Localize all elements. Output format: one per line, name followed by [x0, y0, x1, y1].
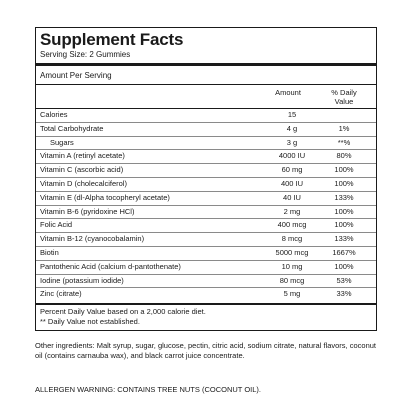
- nutrient-name: Sugars: [50, 137, 74, 147]
- table-row: [36, 247, 376, 261]
- table-row: [36, 192, 376, 206]
- nutrient-amount: 8 mcg: [281, 234, 303, 244]
- nutrient-daily-value: 100%: [334, 220, 354, 230]
- serving-size: Serving Size: 2 Gummies: [40, 50, 131, 59]
- nutrient-amount: 10 mg: [281, 261, 303, 271]
- nutrient-daily-value: 133%: [334, 234, 354, 244]
- thick-divider: [36, 63, 376, 66]
- nutrient-amount: 5000 mcg: [275, 248, 309, 257]
- thick-divider: [36, 303, 376, 305]
- amount-per-serving-label: Amount Per Serving: [40, 71, 112, 80]
- nutrient-daily-value: **%: [337, 137, 351, 147]
- nutrient-amount: 4000 IU: [278, 151, 306, 161]
- nutrient-name: Zinc (citrate): [40, 289, 82, 299]
- other-ingredients: Other ingredients: Malt syrup, sugar, glucose, pectin, citric acid, sodium citrate, natural flavors, coconut oil (contains carnauba wax), and black carrot juice concentrate.: [35, 341, 376, 360]
- table-row: [36, 206, 376, 220]
- panel-title: Supplement Facts: [40, 30, 184, 49]
- nutrient-amount: 60 mg: [281, 165, 303, 175]
- nutrient-daily-value: 100%: [334, 206, 354, 216]
- table-row: [36, 137, 376, 151]
- nutrient-name: Vitamin D (cholecalciferol): [40, 179, 127, 188]
- nutrient-name: Vitamin E (dl-Alpha tocopheryl acetate): [40, 192, 170, 202]
- nutrient-daily-value: 100%: [334, 179, 354, 188]
- table-row: [36, 233, 376, 247]
- nutrient-amount: 5 mg: [283, 289, 301, 299]
- nutrient-daily-value: 53%: [336, 275, 352, 285]
- nutrient-name: Biotin: [40, 248, 59, 257]
- nutrient-daily-value: 33%: [336, 289, 352, 299]
- nutrient-amount: 40 IU: [283, 192, 301, 202]
- nutrient-name: Vitamin C (ascorbic acid): [40, 165, 124, 175]
- table-row: [36, 123, 376, 137]
- nutrient-name: Total Carbohydrate: [40, 123, 104, 133]
- nutrient-name: Iodine (potassium iodide): [40, 275, 124, 285]
- nutrient-daily-value: 100%: [334, 165, 354, 175]
- daily-value-header-line2: Value: [334, 97, 354, 106]
- nutrient-amount: 3 g: [286, 137, 298, 147]
- nutrient-daily-value: 100%: [334, 261, 354, 271]
- nutrient-amount: 80 mcg: [279, 275, 305, 285]
- table-row: [36, 219, 376, 233]
- nutrient-amount: 4 g: [286, 123, 298, 133]
- nutrient-name: Vitamin A (retinyl acetate): [40, 151, 125, 161]
- nutrient-name: Calories: [40, 110, 68, 119]
- table-row: [36, 178, 376, 192]
- nutrient-name: Vitamin B-12 (cyanocobalamin): [40, 234, 145, 244]
- nutrient-name: Vitamin B-6 (pyridoxine HCl): [40, 206, 135, 216]
- allergen-warning: ALLERGEN WARNING: CONTAINS TREE NUTS (COCONUT OIL).: [35, 385, 261, 394]
- daily-value-header-line1: % Daily: [331, 88, 357, 97]
- table-row: [36, 164, 376, 178]
- nutrient-daily-value: 80%: [336, 151, 352, 161]
- footnote-daily-value: Percent Daily Value based on a 2,000 calorie diet.: [40, 307, 206, 316]
- divider: [36, 84, 376, 85]
- nutrient-daily-value: 1%: [338, 123, 350, 133]
- table-row: [36, 261, 376, 275]
- table-row: [36, 150, 376, 164]
- table-row: [36, 288, 376, 302]
- nutrient-daily-value: 133%: [334, 192, 354, 202]
- column-header-amount: Amount: [275, 88, 301, 97]
- nutrient-amount: 400 IU: [280, 179, 304, 188]
- nutrient-name: Pantothenic Acid (calcium d-pantothenate): [40, 261, 181, 271]
- footnote-not-established: ** Daily Value not established.: [40, 316, 140, 326]
- supplement-facts-panel: [35, 27, 377, 331]
- nutrient-amount: 2 mg: [283, 206, 301, 216]
- nutrient-daily-value: 1667%: [332, 248, 356, 257]
- nutrient-name: Folic Acid: [40, 220, 73, 230]
- table-row: [36, 275, 376, 289]
- nutrient-amount: 15: [287, 110, 297, 119]
- column-header-daily-value: [324, 88, 364, 106]
- nutrient-amount: 400 mcg: [277, 220, 307, 230]
- table-row: [36, 109, 376, 123]
- footnotes: [40, 307, 206, 326]
